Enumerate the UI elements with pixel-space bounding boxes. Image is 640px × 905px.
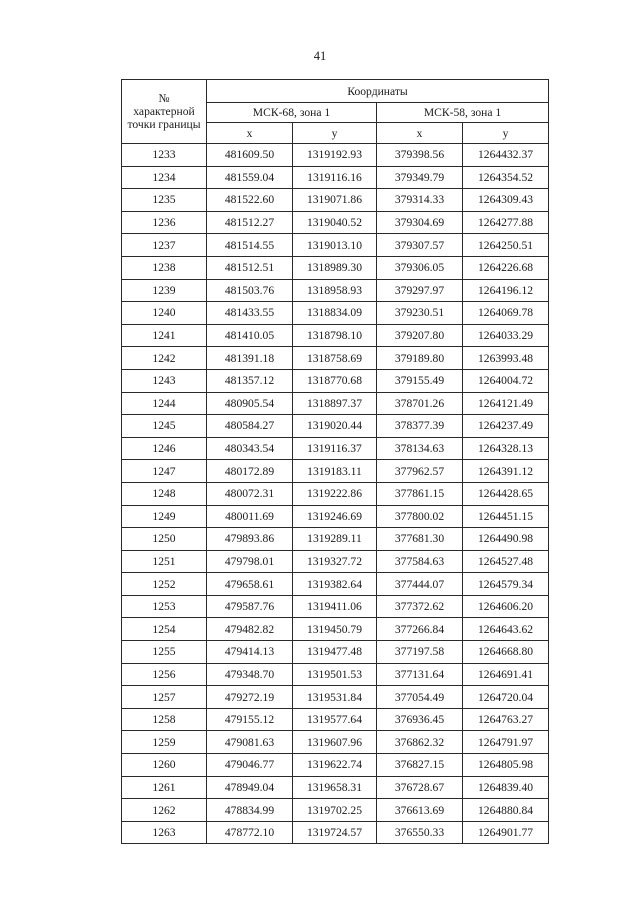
msk58-y-cell: 1264579.34 xyxy=(463,573,549,596)
msk68-x-cell: 481433.55 xyxy=(207,302,293,325)
point-number-cell: 1262 xyxy=(122,799,207,822)
table-row xyxy=(122,799,549,822)
msk58-y-cell: 1264428.65 xyxy=(463,482,549,505)
table-row xyxy=(122,144,549,167)
msk68-x-cell: 480172.89 xyxy=(207,460,293,483)
point-number-cell: 1250 xyxy=(122,528,207,551)
table-row xyxy=(122,573,549,596)
msk58-y-cell: 1264490.98 xyxy=(463,528,549,551)
msk68-y-cell: 1319246.69 xyxy=(293,505,377,528)
msk58-x-cell: 379189.80 xyxy=(377,347,463,370)
msk58-y-cell: 1264880.84 xyxy=(463,799,549,822)
msk58-x-cell: 379304.69 xyxy=(377,211,463,234)
msk58-x-cell: 377197.58 xyxy=(377,641,463,664)
table-header xyxy=(122,80,549,144)
point-number-cell: 1258 xyxy=(122,708,207,731)
msk68-x-cell: 479348.70 xyxy=(207,663,293,686)
msk58-y-cell: 1264720.04 xyxy=(463,686,549,709)
point-number-cell: 1240 xyxy=(122,302,207,325)
msk68-x-cell: 480011.69 xyxy=(207,505,293,528)
msk68-y-cell: 1319702.25 xyxy=(293,799,377,822)
point-number-header-line-1: № xyxy=(158,92,170,105)
msk58-x-cell: 378134.63 xyxy=(377,437,463,460)
msk58-y-cell: 1264606.20 xyxy=(463,595,549,618)
msk58-y-cell: 1264121.49 xyxy=(463,392,549,415)
msk58-x-cell: 377131.64 xyxy=(377,663,463,686)
table-row xyxy=(122,641,549,664)
msk68-x-cell: 481391.18 xyxy=(207,347,293,370)
msk68-y-cell: 1318798.10 xyxy=(293,324,377,347)
axis-header-x-msk58: x xyxy=(377,123,463,144)
msk58-y-cell: 1263993.48 xyxy=(463,347,549,370)
table-row xyxy=(122,211,549,234)
msk68-y-cell: 1318770.68 xyxy=(293,369,377,392)
point-number-cell: 1252 xyxy=(122,573,207,596)
msk68-y-cell: 1318834.09 xyxy=(293,302,377,325)
msk58-y-cell: 1264277.88 xyxy=(463,211,549,234)
msk58-x-cell: 379297.97 xyxy=(377,279,463,302)
msk58-x-cell: 377800.02 xyxy=(377,505,463,528)
msk68-y-cell: 1319622.74 xyxy=(293,754,377,777)
msk58-y-cell: 1264839.40 xyxy=(463,776,549,799)
point-number-cell: 1233 xyxy=(122,144,207,167)
msk68-x-cell: 479414.13 xyxy=(207,641,293,664)
point-number-cell: 1242 xyxy=(122,347,207,370)
table-row xyxy=(122,166,549,189)
msk58-y-cell: 1264643.62 xyxy=(463,618,549,641)
table-row xyxy=(122,189,549,212)
msk68-y-cell: 1319477.48 xyxy=(293,641,377,664)
msk58-y-cell: 1264354.52 xyxy=(463,166,549,189)
msk68-y-cell: 1319531.84 xyxy=(293,686,377,709)
msk58-x-cell: 376613.69 xyxy=(377,799,463,822)
msk58-y-cell: 1264004.72 xyxy=(463,369,549,392)
msk68-x-cell: 480584.27 xyxy=(207,415,293,438)
msk68-x-cell: 481514.55 xyxy=(207,234,293,257)
msk58-y-cell: 1264069.78 xyxy=(463,302,549,325)
msk68-y-cell: 1318758.69 xyxy=(293,347,377,370)
msk58-x-cell: 377962.57 xyxy=(377,460,463,483)
msk68-y-cell: 1319501.53 xyxy=(293,663,377,686)
point-number-cell: 1239 xyxy=(122,279,207,302)
axis-header-y-msk58: y xyxy=(463,123,549,144)
zone-header-msk58: МСК-58, зона 1 xyxy=(377,103,549,123)
msk68-y-cell: 1319658.31 xyxy=(293,776,377,799)
msk68-x-cell: 479046.77 xyxy=(207,754,293,777)
point-number-header-line-3: точки границы xyxy=(127,118,201,131)
msk58-x-cell: 379314.33 xyxy=(377,189,463,212)
table-row xyxy=(122,369,549,392)
msk58-x-cell: 376862.32 xyxy=(377,731,463,754)
msk68-y-cell: 1319327.72 xyxy=(293,550,377,573)
msk68-x-cell: 481357.12 xyxy=(207,369,293,392)
point-number-cell: 1255 xyxy=(122,641,207,664)
msk68-x-cell: 479081.63 xyxy=(207,731,293,754)
msk58-x-cell: 379349.79 xyxy=(377,166,463,189)
point-number-cell: 1251 xyxy=(122,550,207,573)
msk68-x-cell: 478834.99 xyxy=(207,799,293,822)
point-number-cell: 1254 xyxy=(122,618,207,641)
msk68-y-cell: 1318897.37 xyxy=(293,392,377,415)
msk58-x-cell: 376827.15 xyxy=(377,754,463,777)
msk68-y-cell: 1318958.93 xyxy=(293,279,377,302)
table-row xyxy=(122,505,549,528)
point-number-header-line-2: характерной xyxy=(133,105,195,118)
msk68-x-cell: 480072.31 xyxy=(207,482,293,505)
msk68-y-cell: 1319116.37 xyxy=(293,437,377,460)
msk58-x-cell: 377584.63 xyxy=(377,550,463,573)
point-number-cell: 1248 xyxy=(122,482,207,505)
table-row xyxy=(122,708,549,731)
msk68-x-cell: 479893.86 xyxy=(207,528,293,551)
point-number-cell: 1235 xyxy=(122,189,207,212)
msk68-y-cell: 1319450.79 xyxy=(293,618,377,641)
table-row xyxy=(122,256,549,279)
msk68-y-cell: 1319607.96 xyxy=(293,731,377,754)
page-number: 41 xyxy=(313,49,327,63)
msk68-y-cell: 1319382.64 xyxy=(293,573,377,596)
table-row xyxy=(122,776,549,799)
msk58-y-cell: 1264432.37 xyxy=(463,144,549,167)
msk68-x-cell: 481512.51 xyxy=(207,256,293,279)
msk58-y-cell: 1264237.49 xyxy=(463,415,549,438)
msk68-y-cell: 1319289.11 xyxy=(293,528,377,551)
point-number-cell: 1261 xyxy=(122,776,207,799)
msk68-y-cell: 1318989.30 xyxy=(293,256,377,279)
msk58-x-cell: 379398.56 xyxy=(377,144,463,167)
msk58-x-cell: 379207.80 xyxy=(377,324,463,347)
msk58-y-cell: 1264451.15 xyxy=(463,505,549,528)
table-row xyxy=(122,415,549,438)
point-number-cell: 1249 xyxy=(122,505,207,528)
msk58-y-cell: 1264250.51 xyxy=(463,234,549,257)
msk68-x-cell: 479587.76 xyxy=(207,595,293,618)
msk58-x-cell: 378701.26 xyxy=(377,392,463,415)
msk68-y-cell: 1319222.86 xyxy=(293,482,377,505)
table-row xyxy=(122,347,549,370)
msk68-y-cell: 1319040.52 xyxy=(293,211,377,234)
table-body xyxy=(122,144,549,844)
table-row xyxy=(122,618,549,641)
table-row xyxy=(122,437,549,460)
table-row xyxy=(122,279,549,302)
table-row xyxy=(122,392,549,415)
table-row xyxy=(122,234,549,257)
table-row xyxy=(122,324,549,347)
table-row xyxy=(122,754,549,777)
msk68-x-cell: 480343.54 xyxy=(207,437,293,460)
table-row xyxy=(122,686,549,709)
msk58-x-cell: 377372.62 xyxy=(377,595,463,618)
msk68-y-cell: 1319411.06 xyxy=(293,595,377,618)
point-number-cell: 1241 xyxy=(122,324,207,347)
table-row xyxy=(122,663,549,686)
table-row xyxy=(122,482,549,505)
msk68-y-cell: 1319020.44 xyxy=(293,415,377,438)
msk68-x-cell: 479272.19 xyxy=(207,686,293,709)
point-number-cell: 1245 xyxy=(122,415,207,438)
msk68-x-cell: 479482.82 xyxy=(207,618,293,641)
point-number-cell: 1238 xyxy=(122,256,207,279)
point-number-cell: 1253 xyxy=(122,595,207,618)
msk68-y-cell: 1319013.10 xyxy=(293,234,377,257)
msk58-x-cell: 376936.45 xyxy=(377,708,463,731)
point-number-cell: 1260 xyxy=(122,754,207,777)
table-row xyxy=(122,460,549,483)
msk68-y-cell: 1319116.16 xyxy=(293,166,377,189)
msk68-x-cell: 481522.60 xyxy=(207,189,293,212)
table-row xyxy=(122,821,549,844)
point-number-cell: 1244 xyxy=(122,392,207,415)
table-row xyxy=(122,731,549,754)
msk58-y-cell: 1264691.41 xyxy=(463,663,549,686)
msk58-x-cell: 376550.33 xyxy=(377,821,463,844)
msk58-x-cell: 377861.15 xyxy=(377,482,463,505)
msk58-y-cell: 1264763.27 xyxy=(463,708,549,731)
point-number-cell: 1256 xyxy=(122,663,207,686)
msk58-x-cell: 377266.84 xyxy=(377,618,463,641)
msk68-x-cell: 478772.10 xyxy=(207,821,293,844)
msk68-x-cell: 480905.54 xyxy=(207,392,293,415)
msk68-x-cell: 479658.61 xyxy=(207,573,293,596)
msk58-x-cell: 376728.67 xyxy=(377,776,463,799)
point-number-cell: 1263 xyxy=(122,821,207,844)
msk58-y-cell: 1264527.48 xyxy=(463,550,549,573)
table-row xyxy=(122,528,549,551)
coordinates-header: Координаты xyxy=(207,80,549,103)
msk58-y-cell: 1264901.77 xyxy=(463,821,549,844)
msk58-x-cell: 377054.49 xyxy=(377,686,463,709)
coordinates-table xyxy=(121,79,549,844)
msk58-y-cell: 1264226.68 xyxy=(463,256,549,279)
msk68-y-cell: 1319724.57 xyxy=(293,821,377,844)
zone-header-msk68: МСК-68, зона 1 xyxy=(207,103,377,123)
axis-header-y-msk68: y xyxy=(293,123,377,144)
point-number-cell: 1246 xyxy=(122,437,207,460)
msk58-x-cell: 378377.39 xyxy=(377,415,463,438)
msk58-y-cell: 1264791.97 xyxy=(463,731,549,754)
msk58-y-cell: 1264309.43 xyxy=(463,189,549,212)
msk68-x-cell: 481559.04 xyxy=(207,166,293,189)
msk68-x-cell: 479155.12 xyxy=(207,708,293,731)
msk68-y-cell: 1319192.93 xyxy=(293,144,377,167)
msk58-x-cell: 377444.07 xyxy=(377,573,463,596)
point-number-cell: 1234 xyxy=(122,166,207,189)
table-row xyxy=(122,595,549,618)
point-number-cell: 1259 xyxy=(122,731,207,754)
msk58-y-cell: 1264805.98 xyxy=(463,754,549,777)
msk68-x-cell: 478949.04 xyxy=(207,776,293,799)
axis-header-x-msk68: x xyxy=(207,123,293,144)
msk68-x-cell: 481410.05 xyxy=(207,324,293,347)
msk58-y-cell: 1264391.12 xyxy=(463,460,549,483)
msk58-y-cell: 1264196.12 xyxy=(463,279,549,302)
msk68-y-cell: 1319071.86 xyxy=(293,189,377,212)
msk58-y-cell: 1264328.13 xyxy=(463,437,549,460)
msk68-x-cell: 479798.01 xyxy=(207,550,293,573)
table-row xyxy=(122,550,549,573)
table-row xyxy=(122,302,549,325)
point-number-cell: 1236 xyxy=(122,211,207,234)
msk58-y-cell: 1264033.29 xyxy=(463,324,549,347)
msk58-x-cell: 379307.57 xyxy=(377,234,463,257)
point-number-cell: 1247 xyxy=(122,460,207,483)
msk58-x-cell: 377681.30 xyxy=(377,528,463,551)
msk68-y-cell: 1319183.11 xyxy=(293,460,377,483)
msk68-x-cell: 481503.76 xyxy=(207,279,293,302)
msk58-x-cell: 379155.49 xyxy=(377,369,463,392)
point-number-cell: 1237 xyxy=(122,234,207,257)
point-number-cell: 1243 xyxy=(122,369,207,392)
msk68-x-cell: 481512.27 xyxy=(207,211,293,234)
msk58-x-cell: 379230.51 xyxy=(377,302,463,325)
msk68-y-cell: 1319577.64 xyxy=(293,708,377,731)
point-number-header xyxy=(122,80,207,144)
msk68-x-cell: 481609.50 xyxy=(207,144,293,167)
msk58-x-cell: 379306.05 xyxy=(377,256,463,279)
point-number-cell: 1257 xyxy=(122,686,207,709)
msk58-y-cell: 1264668.80 xyxy=(463,641,549,664)
